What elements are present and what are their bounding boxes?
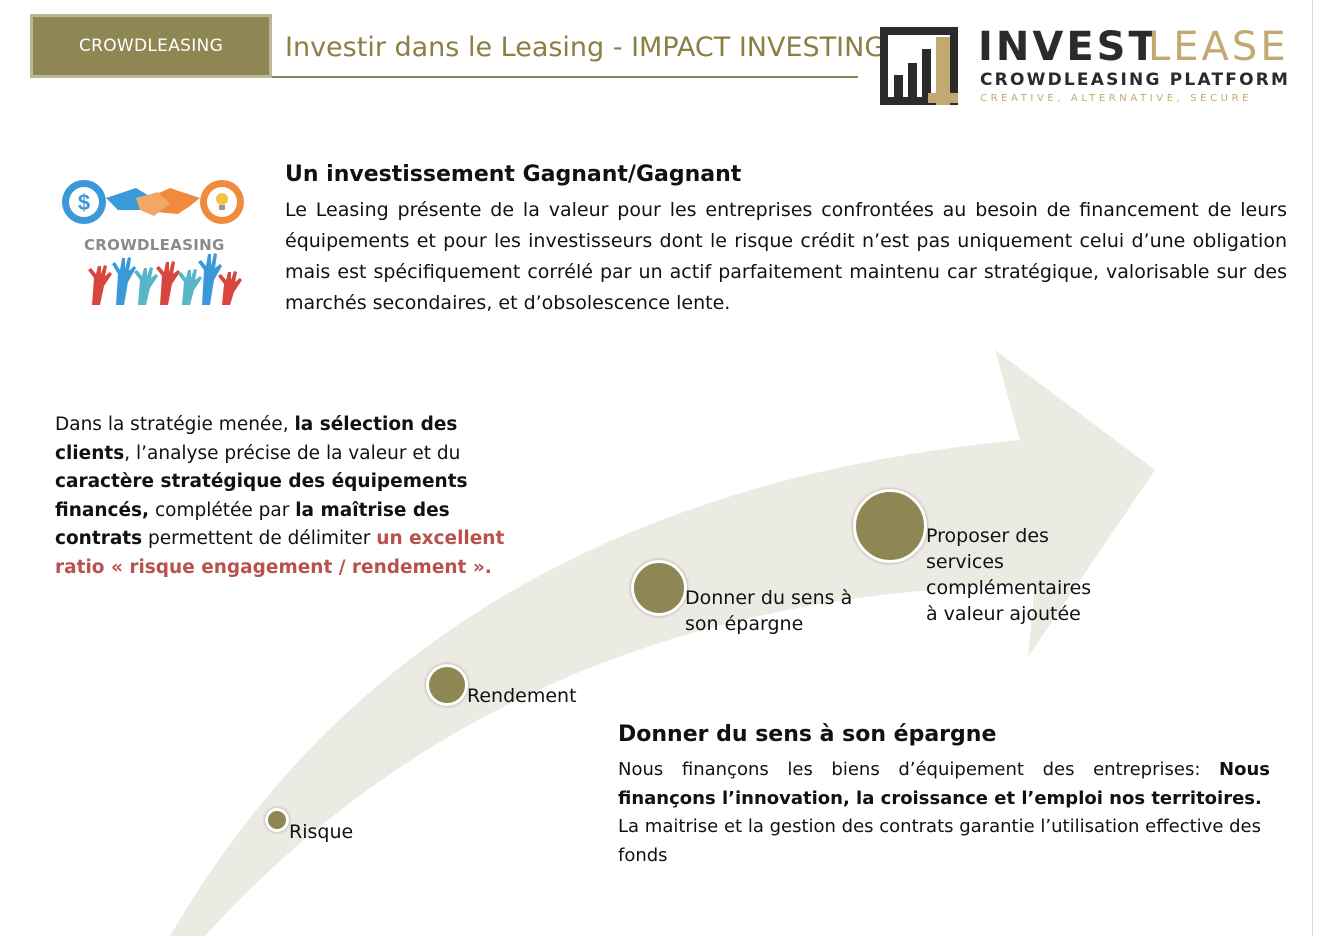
raised-hands-icon <box>88 253 242 305</box>
savings-intro: Nous finançons les biens d’équipement des entreprises: <box>618 759 1220 780</box>
strategy-highlight: un excellent ratio « risque engagement / rendement ». <box>55 528 505 578</box>
milestone-label-sens: Donner du sens à son épargne <box>685 587 853 635</box>
savings-last: La maitrise et la gestion des contrats garantie l’utilisation effective des fonds <box>618 816 1262 866</box>
logo-invest-text: INVEST <box>978 24 1159 70</box>
milestone-label-risque: Risque <box>289 821 354 843</box>
illustration-label: CROWDLEASING <box>84 236 225 254</box>
intro-heading: Un investissement Gagnant/Gagnant <box>285 162 742 187</box>
milestone-dot-rendement <box>426 664 468 706</box>
strategy-paragraph <box>55 411 525 583</box>
logo-platform-text: CROWDLEASING PLATFORM <box>980 70 1291 90</box>
lightbulb-icon <box>200 180 244 224</box>
section-badge <box>30 14 272 78</box>
title-underline <box>272 76 858 78</box>
page-title: Investir dans le Leasing - IMPACT INVESTING <box>285 32 886 63</box>
strategy-bold-1: la sélection des clients <box>55 414 458 464</box>
milestone-dot-services <box>853 489 927 563</box>
svg-text:$: $ <box>77 190 91 215</box>
investlease-logo-icon <box>880 27 958 105</box>
strategy-text-2: , l’analyse précise de la valeur et du <box>124 442 461 464</box>
slide-edge <box>1312 0 1313 936</box>
strategy-text-1: Dans la stratégie menée, <box>55 414 295 435</box>
savings-bold: Nous finançons l’innovation, la croissance et l’emploi nos territoires. <box>618 759 1270 809</box>
milestone-dot-risque <box>265 808 289 832</box>
handshake-icon <box>106 188 200 216</box>
milestone-label-rendement: Rendement <box>467 685 577 707</box>
strategy-bold-2: caractère stratégique des équipements financés, <box>55 471 468 521</box>
intro-paragraph: Le Leasing présente de la valeur pour les entreprises confrontées au besoin de financement de leurs équipements et pour les investisseurs dont le risque crédit n’est pas uniquement celui d’une obligation mais est spécifiquement corrélé par un actif parfaitement maintenu car stratégique, valorisable sur des marchés secondaires, et d’obsolescence lente. <box>285 199 1287 314</box>
logo-lease-text: LEASE <box>1148 24 1289 70</box>
dollar-coin-icon <box>62 180 106 224</box>
milestone-dot-sens <box>631 560 687 616</box>
savings-paragraph <box>618 756 1270 870</box>
savings-heading: Donner du sens à son épargne <box>618 722 997 747</box>
section-badge-label: CROWDLEASING <box>78 36 224 56</box>
strategy-bold-3: la maîtrise des contrats <box>55 499 450 550</box>
strategy-text-4: permettent de délimiter <box>142 528 377 550</box>
milestone-label-services: Proposer des services complémentaires à valeur ajoutée <box>926 525 1092 625</box>
logo-tagline: CREATIVE, ALTERNATIVE, SECURE <box>980 93 1253 104</box>
strategy-text-3: complétée par <box>149 499 296 521</box>
